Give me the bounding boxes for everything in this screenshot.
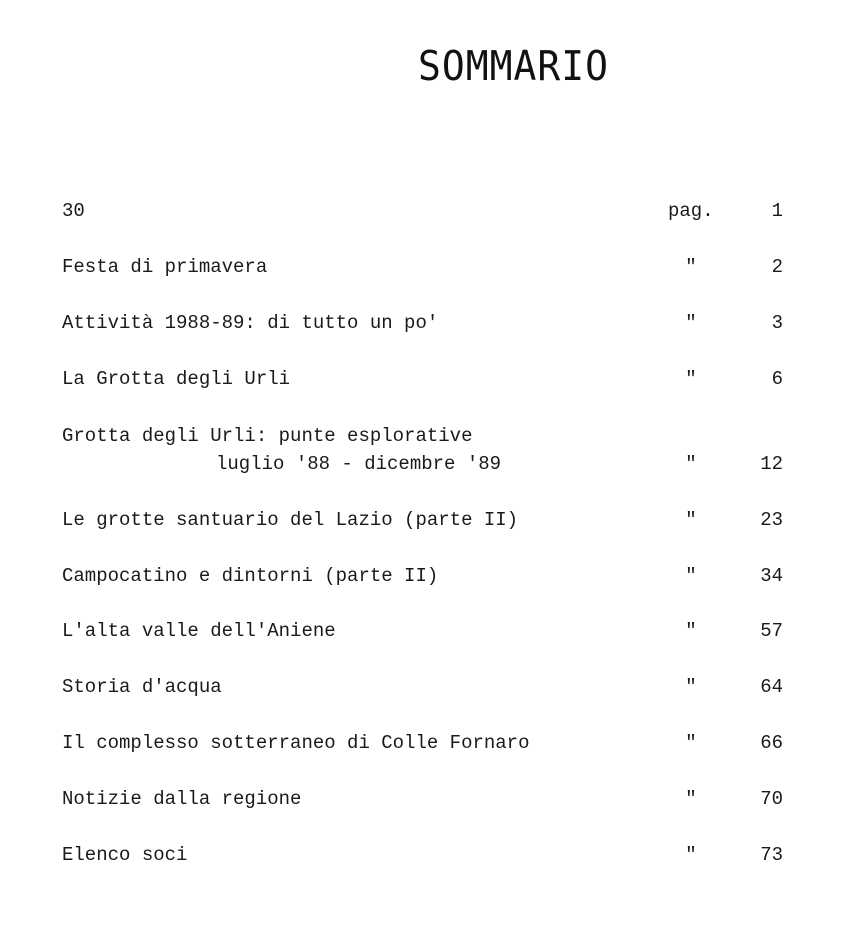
toc-entry-ref: "	[685, 453, 697, 475]
toc-entry-page: 57	[760, 620, 783, 642]
toc-entry-page: 70	[760, 788, 783, 810]
toc-entry-page: 23	[760, 509, 783, 531]
toc-entry-title: L'alta valle dell'Aniene	[62, 620, 336, 642]
toc-entry-ref: "	[685, 312, 697, 334]
toc-entry-page: 12	[760, 453, 783, 475]
toc-entry-ref: "	[685, 788, 697, 810]
toc-entry-ref: "	[685, 368, 697, 390]
toc-entry-page: 64	[760, 676, 783, 698]
toc-entry-ref: "	[685, 676, 697, 698]
toc-entry-ref: "	[685, 256, 697, 278]
toc-entry-title: Storia d'acqua	[62, 676, 222, 698]
toc-entry-ref: "	[685, 509, 697, 531]
toc-entry-title: Il complesso sotterraneo di Colle Fornaro	[62, 732, 530, 754]
toc-entry-title-continuation: luglio '88 - dicembre '89	[216, 453, 502, 475]
toc-entry-ref: "	[685, 732, 697, 754]
toc-entry-title: Festa di primavera	[62, 256, 268, 278]
toc-entry-ref: "	[685, 844, 697, 866]
toc-entry-page: 3	[771, 312, 783, 334]
toc-entry-title: Le grotte santuario del Lazio (parte II)	[62, 509, 519, 531]
toc-entry-page: 34	[760, 565, 783, 587]
toc-entry-title: Campocatino e dintorni (parte II)	[62, 565, 439, 587]
toc-entry-ref: "	[685, 565, 697, 587]
toc-entry-page: 6	[771, 368, 783, 390]
toc-entry-page: 2	[771, 256, 783, 278]
toc-entry-title: Notizie dalla regione	[62, 788, 302, 810]
toc-entry-ref: "	[685, 620, 697, 642]
toc-entry-page: 66	[760, 732, 783, 754]
toc-entry-title: 30	[62, 200, 85, 222]
page-title: SOMMARIO	[417, 42, 610, 90]
toc-entry-title: Grotta degli Urli: punte esplorative	[62, 425, 473, 447]
toc-entry-ref: pag.	[668, 200, 714, 222]
toc-entry-title: La Grotta degli Urli	[62, 368, 291, 390]
toc-entry-page: 73	[760, 844, 783, 866]
toc-entry-title: Elenco soci	[62, 844, 188, 866]
toc-entry-page: 1	[771, 200, 783, 222]
toc-entry-title: Attività 1988-89: di tutto un po'	[62, 312, 439, 334]
